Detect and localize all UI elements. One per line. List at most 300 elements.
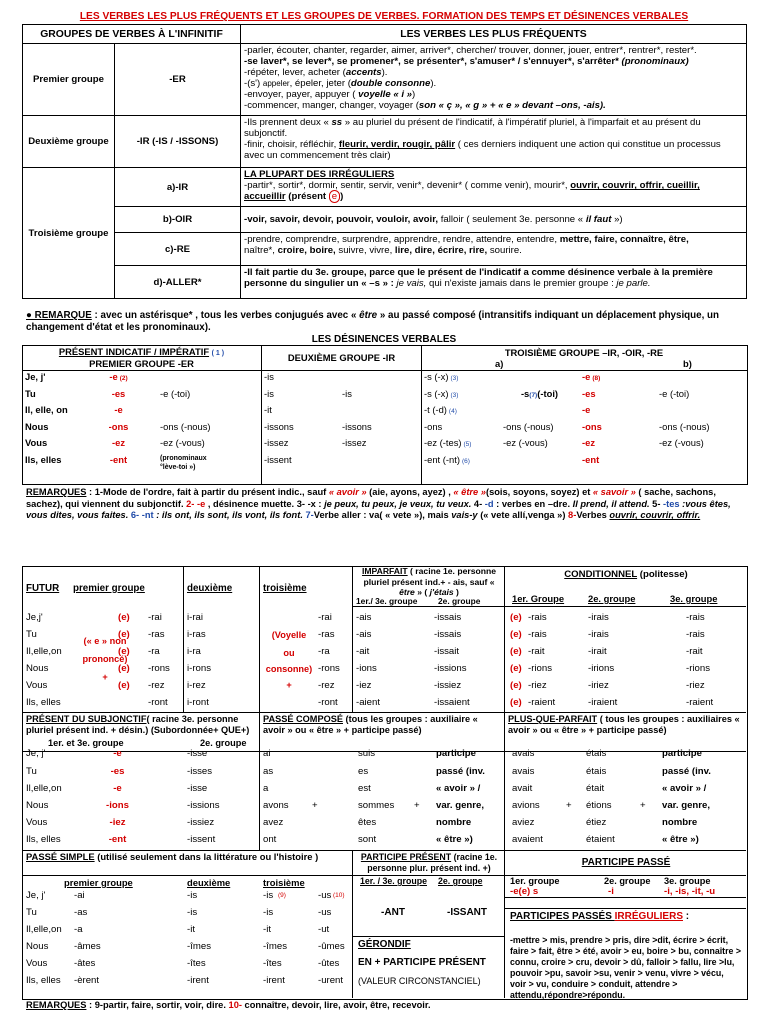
- tense-text: avez: [263, 817, 284, 828]
- ending-cell: -ent (-nt) (6): [424, 453, 470, 465]
- endings-row: [22, 388, 747, 405]
- tense-text: -ûtes: [318, 958, 340, 969]
- first-group-label: Premier groupe: [23, 44, 115, 116]
- tense-text: -i, -is, -it, -u: [664, 886, 716, 897]
- ending-cell: -s (-x) (3): [424, 371, 459, 382]
- tense-text: -riez: [686, 680, 705, 691]
- third-group-ir: a)-IR: [115, 168, 241, 207]
- tense-text: Il,elle,on: [26, 783, 62, 794]
- tense-text: (e): [510, 697, 522, 708]
- ending-cell: Nous: [25, 420, 49, 432]
- ending-cell: -ez (-vous): [160, 437, 205, 448]
- ending-cell: -ent: [109, 453, 128, 465]
- third-a-label: a): [495, 358, 504, 369]
- tense-text: -iez: [109, 817, 126, 828]
- tense-text: (e): [118, 663, 130, 674]
- tense-text: -issaient: [434, 697, 470, 708]
- tense-text: (e): [118, 612, 130, 623]
- ending-cell: [656, 404, 747, 421]
- tense-text: -e(e) s: [510, 886, 539, 897]
- tense-text: avaient: [512, 834, 543, 845]
- tense-text: êtes: [358, 817, 377, 828]
- tense-text: PASSÉ COMPOSÉ (tous les groupes : auxiliaire « avoir » ou « être » + participe passé): [263, 714, 478, 735]
- tense-text: PASSÉ SIMPLE (utilisé seulement dans la littérature ou l'histoire ): [26, 851, 319, 862]
- tense-text: ou: [283, 648, 295, 658]
- tense-text: i-rons: [187, 663, 211, 674]
- tense-text: -ront: [318, 697, 338, 708]
- tense-text: sommes: [358, 800, 395, 811]
- tense-text: deuxième: [187, 877, 231, 888]
- ending-cell: -ons (-nous): [503, 420, 554, 432]
- tense-text: -ut: [318, 924, 330, 935]
- tense-text: participe: [662, 748, 702, 759]
- tense-text: 1er. Groupe: [512, 593, 565, 604]
- ending-cell: -issent: [264, 453, 292, 465]
- tense-text: (« e » non: [83, 636, 127, 646]
- ending-cell: Il, elle, on: [25, 404, 68, 415]
- tense-text: (9): [278, 892, 286, 899]
- tense-text: -âmes: [74, 941, 101, 952]
- grid-line: [259, 712, 260, 850]
- tense-text: 3e. groupe: [664, 876, 711, 886]
- tense-text: (10): [333, 892, 345, 899]
- ending-cell: -issons: [264, 420, 294, 432]
- ending-cell: -e (-toi): [659, 387, 690, 399]
- tense-text: (e): [118, 646, 130, 657]
- tense-text: -èrent: [74, 975, 100, 986]
- ending-cell: -ez: [582, 437, 596, 448]
- ending-cell: [500, 371, 579, 388]
- tense-text: -aient: [356, 697, 380, 708]
- ending-cell: [339, 404, 421, 421]
- tense-text: est: [358, 783, 371, 794]
- tense-text: -rez: [318, 680, 335, 691]
- tense-text: GÉRONDIF: [358, 939, 411, 950]
- tense-text: -issions: [187, 800, 220, 811]
- third-group-ir-verbs: LA PLUPART DES IRRÉGULIERS -partir*, sortir*, dormir, sentir, servir, venir*, devenir* ( comme venir), mourir*, ouvrir, couvrir, offrir, cueillir, accueillir (présent e ): [241, 168, 747, 207]
- ending-cell: [500, 404, 579, 421]
- tense-text: -ait: [356, 646, 370, 657]
- tense-text: var. genre,: [436, 800, 484, 811]
- remarks-footer: REMARQUES : 9-partir, faire, sortir, voir, dire. 10- connaître, devoir, lire, avoir, être, recevoir.: [26, 1000, 431, 1010]
- tense-text: « être »): [436, 834, 473, 845]
- tense-text: -rait: [528, 646, 545, 657]
- tense-text: var. genre,: [662, 800, 710, 811]
- page-title: LES VERBES LES PLUS FRÉQUENTS ET LES GROUPES DE VERBES. FORMATION DES TEMPS ET DÉSINENCES VERBALES: [79, 11, 689, 22]
- ending-cell: -s(7)(-toi): [520, 387, 559, 399]
- tense-text: -issent: [187, 834, 216, 845]
- tense-text: (e): [118, 680, 130, 691]
- tense-text: PARTICIPE PRÉSENT (racine 1e. personne plur. présent ind. +): [360, 852, 498, 873]
- tense-text: (e): [510, 646, 522, 657]
- grid-line: [504, 606, 746, 607]
- tense-text: -issais: [434, 629, 462, 640]
- tense-text: -ais: [356, 629, 372, 640]
- tense-text: i-ront: [187, 697, 209, 708]
- remark-asterisk: ● REMARQUE : avec un astérisque* , tous les verbes conjugués avec « être » au passé composé (intransitifs indiquant un déplacement physique, un changement d'état et les pronominaux).: [26, 310, 720, 333]
- tense-text: 1er./ 3e. groupe: [356, 596, 418, 606]
- tense-text: Je, j': [26, 748, 46, 759]
- tense-text: -ras: [148, 629, 165, 640]
- tense-text: Tu: [26, 907, 37, 918]
- first-group-verbs: -parler, écouter, chanter, regarder, aimer, arriver*, chercher/ trouver, donner, jouer, entrer*, rentrer*, rester*. -se laver*, se lever*, se promener*, se présenter*, s'amuser* / s'ennuyer*, s'arrêter* (pronominaux) -répéter, lever, acheter (accents). -(s') appeler, épeler, jeter (double consonne). -envoyer, payer, appuyer ( voyelle « i ») -commencer, manger, changer, voyager (son « ç », « g » + « e » devant –ons, -ais).: [241, 44, 747, 116]
- grid-line: [22, 751, 259, 752]
- tense-text: prononcé): [82, 654, 128, 664]
- tense-text: ai: [263, 748, 271, 759]
- tense-text: -ions: [356, 663, 377, 674]
- tense-text: -isse: [187, 748, 208, 759]
- tense-text: -issions: [434, 663, 467, 674]
- tense-text: 2e. groupe: [200, 738, 247, 748]
- ending-cell: Tu: [25, 387, 36, 399]
- tense-text: -ions: [106, 800, 129, 811]
- tense-text: -ûmes: [318, 941, 345, 952]
- tense-text: suis: [358, 748, 376, 759]
- tense-text: nombre: [662, 817, 698, 828]
- tense-text: avions: [512, 800, 540, 811]
- tense-text: était: [586, 783, 605, 794]
- tense-text: -rai: [318, 612, 332, 623]
- tense-text: Nous: [26, 941, 49, 952]
- tense-text: PRÉSENT DU SUBJONCTIF( racine 3e. personne pluriel présent ind. + désin.) (Subordonnée+ QUE+): [26, 714, 250, 735]
- grid-line: [22, 712, 746, 713]
- ending-cell: -es: [582, 387, 596, 399]
- tense-text: -issais: [434, 612, 462, 623]
- tense-text: CONDITIONNEL (politesse): [564, 569, 688, 580]
- tense-text: +: [566, 800, 572, 811]
- ending-cell: -s (-x) (3): [424, 387, 459, 399]
- tense-text: +: [286, 680, 292, 690]
- tense-text: EN + PARTICIPE PRÉSENT: [358, 957, 486, 968]
- tense-text: Il,elle,on: [26, 924, 62, 935]
- tense-text: Vous: [26, 817, 48, 828]
- ending-cell: -ez (-vous): [659, 437, 704, 448]
- tense-text: (e): [510, 663, 522, 674]
- tense-text: as: [263, 766, 274, 777]
- tense-text: +: [312, 800, 318, 811]
- tense-text: avait: [512, 783, 533, 794]
- tense-text: aviez: [512, 817, 535, 828]
- tense-text: -ras: [318, 629, 335, 640]
- tense-text: -ent: [108, 834, 127, 845]
- tense-text: -rais: [686, 629, 705, 640]
- tense-text: -i: [608, 886, 614, 897]
- tense-text: avons: [263, 800, 289, 811]
- tense-text: deuxième: [187, 583, 233, 594]
- tense-text: étiez: [586, 817, 607, 828]
- third-group-oir: b)-OIR: [115, 207, 241, 233]
- tense-text: -is: [187, 890, 198, 901]
- ending-cell: [656, 454, 747, 472]
- third-group-aller: d)-ALLER*: [115, 266, 241, 299]
- ending-cell: -issons: [342, 420, 372, 432]
- ending-cell: -e: [114, 404, 123, 415]
- tense-text: -rai: [148, 612, 162, 623]
- tense-text: (VALEUR CIRCONSTANCIEL): [358, 976, 481, 986]
- ending-cell: Je, j': [25, 371, 46, 382]
- endings-title: LES DÉSINENCES VERBALES: [311, 334, 457, 345]
- tense-text: a: [263, 783, 269, 794]
- ending-cell: Vous: [25, 437, 48, 448]
- tense-text: (e): [510, 680, 522, 691]
- endings-row: [22, 454, 747, 472]
- third-group-re: c)-RE: [115, 233, 241, 266]
- tense-text: -ra: [318, 646, 330, 657]
- endings-row: [22, 371, 747, 388]
- tense-text: -us: [318, 890, 332, 901]
- tense-text: -iraient: [588, 697, 618, 708]
- tense-text: 3e. groupe: [670, 593, 718, 604]
- third-b-label: b): [683, 358, 692, 369]
- tense-text: -rais: [528, 629, 547, 640]
- endings-table: [22, 371, 747, 472]
- tense-text: premier groupe: [73, 583, 145, 594]
- tense-text: -rions: [528, 663, 552, 674]
- tense-text: -issait: [434, 646, 460, 657]
- ending-cell: -ons (-nous): [160, 420, 211, 432]
- third-group-oir-verbs: -voir, savoir, devoir, pouvoir, vouloir, avoir, falloir ( seulement 3e. personne « il faut »): [241, 207, 747, 233]
- tense-text: -îmes: [263, 941, 287, 952]
- tense-text: -es: [110, 766, 125, 777]
- tense-text: (Voyelle: [271, 630, 307, 640]
- tense-text: -ai: [74, 890, 85, 901]
- tense-text: avais: [512, 766, 535, 777]
- tense-text: 1er. / 3e. groupe: [360, 876, 427, 886]
- tense-text: -irais: [588, 629, 609, 640]
- tense-text: Vous: [26, 958, 48, 969]
- present-header: PRÉSENT INDICATIF / IMPÉRATIF ( 1 ) PREMIER GROUPE -ER: [58, 346, 225, 369]
- ending-cell: -e (8): [582, 371, 601, 382]
- ending-cell: [500, 454, 579, 472]
- ending-cell: [157, 404, 261, 421]
- tense-text: (e): [118, 629, 130, 640]
- tense-text: -mettre > mis, prendre > pris, dire >dit, écrire > écrit, faire > fait, être > été, avoir > eu, boire > bu, connaître > connu, croire > cru, devoir > dû, falloir > fallu, lire >lu, pouvoir >pu, savoir >su, venir > venu, vivre > vécu, voir > vu, conduire > conduit, attendre > attendu,répondre>répondu.: [510, 935, 742, 1000]
- tense-text: « avoir » /: [662, 783, 707, 794]
- ending-cell: -e (-toi): [160, 387, 191, 399]
- tense-text: nombre: [436, 817, 472, 828]
- ending-cell: -es: [111, 387, 126, 399]
- groups-header: GROUPES DE VERBES À L'INFINITIF: [23, 25, 241, 44]
- tense-text: -rions: [686, 663, 710, 674]
- tense-text: +: [102, 672, 108, 682]
- tense-text: -ISSANT: [447, 907, 487, 918]
- tense-text: Ils, elles: [26, 697, 61, 708]
- tense-text: -iez: [356, 680, 372, 691]
- tense-text: -rez: [148, 680, 165, 691]
- grid-line: [504, 897, 746, 898]
- endings-row: [22, 421, 747, 438]
- tense-text: Je, j': [26, 890, 46, 901]
- tense-text: -rons: [148, 663, 170, 674]
- tense-text: -rons: [318, 663, 340, 674]
- ending-cell: -ez (-vous): [503, 437, 548, 448]
- tense-text: troisième: [263, 877, 305, 888]
- tense-text: i-ras: [187, 629, 206, 640]
- tense-text: es: [358, 766, 369, 777]
- tense-text: -isse: [187, 783, 208, 794]
- tense-text: i-ra: [187, 646, 201, 657]
- tense-text: PARTICIPES PASSÉS IRRÉGULIERS :: [510, 911, 690, 922]
- verb-groups-table: [22, 24, 747, 299]
- tense-text: Il,elle,on: [26, 646, 62, 657]
- tense-text: -irais: [588, 612, 609, 623]
- tense-text: FUTUR: [26, 583, 60, 594]
- ending-cell: -ons: [108, 420, 129, 432]
- grid-line: [352, 850, 353, 998]
- tense-text: Nous: [26, 663, 49, 674]
- tense-text: Vous: [26, 680, 48, 691]
- tense-text: i-rez: [187, 680, 206, 691]
- tense-text: passé (inv.: [436, 766, 485, 777]
- tense-text: « être »): [662, 834, 699, 845]
- ending-cell: Ils, elles: [25, 453, 62, 465]
- ending-cell: [656, 371, 747, 388]
- tense-text: -raient: [686, 697, 714, 708]
- tense-text: 2e. groupe: [588, 593, 636, 604]
- tense-text: 1er. et 3e. groupe: [48, 738, 124, 748]
- first-group-ending: -ER: [115, 44, 241, 116]
- ending-cell: -is: [342, 387, 352, 399]
- tense-text: passé (inv.: [662, 766, 711, 777]
- tense-text: avais: [512, 748, 535, 759]
- endings-row: [22, 437, 747, 454]
- grid-line: [183, 566, 184, 712]
- tense-text: 1er. groupe: [510, 876, 560, 886]
- tense-text: -ais: [356, 612, 372, 623]
- grid-line: [352, 566, 353, 712]
- tense-text: -îtes: [187, 958, 206, 969]
- tense-text: -ANT: [381, 907, 405, 918]
- tense-text: -âtes: [74, 958, 96, 969]
- ending-cell: -ons: [424, 420, 443, 432]
- ending-cell: (pronominaux °lève-toi »): [160, 454, 207, 471]
- ending-cell: [157, 371, 261, 388]
- ending-cell: -e: [582, 404, 591, 415]
- grid-line: [504, 566, 505, 712]
- tense-text: -riez: [528, 680, 547, 691]
- tense-text: -issiez: [434, 680, 462, 691]
- tense-text: -e: [113, 748, 122, 759]
- tense-text: i-rai: [187, 612, 203, 623]
- tense-text: -urent: [318, 975, 344, 986]
- tense-text: sont: [358, 834, 377, 845]
- second-group-endings-header: DEUXIÈME GROUPE -IR: [287, 352, 396, 363]
- tense-text: -is: [263, 907, 274, 918]
- ending-cell: -issez: [264, 437, 289, 448]
- tense-text: 2e. groupe: [438, 876, 483, 886]
- second-group-verbs: -Ils prennent deux « ss » au pluriel du présent de l'indicatif, à l'impératif pluriel, à l'imparfait et au présent du subjonctif. -finir, choisir, réfléchir, fleurir, verdir, rougir, pâlir ( ces derniers indiquent une action qui constitue un processus avec un commencement très clair): [241, 116, 747, 168]
- tense-text: Nous: [26, 800, 49, 811]
- tense-text: étais: [586, 748, 607, 759]
- tense-text: -îmes: [187, 941, 211, 952]
- tense-text: IMPARFAIT ( racine 1e. personne pluriel présent ind.+ - ais, sauf « être » ( j'étais ): [361, 566, 497, 597]
- ending-cell: -e (2): [109, 371, 128, 382]
- tense-text: PARTICIPE PASSÉ: [581, 857, 671, 868]
- tense-text: étais: [586, 766, 607, 777]
- tense-text: Tu: [26, 629, 37, 640]
- tense-text: Ils, elles: [26, 975, 61, 986]
- ending-cell: -ez (-tes) (5): [424, 437, 472, 448]
- grid-line: [504, 751, 746, 752]
- tense-text: ont: [263, 834, 277, 845]
- ending-cell: -it: [264, 404, 272, 415]
- ending-cell: [339, 371, 421, 388]
- third-group-re-verbs: -prendre, comprendre, surprendre, apprendre, rendre, attendre, entendre, mettre, faire, connaître, être, naître*, croire, boire, suivre, vivre, lire, dire, écrire, rire, sourire.: [241, 233, 747, 266]
- tense-text: -irions: [588, 663, 615, 674]
- ending-cell: -issez: [342, 437, 367, 448]
- grid-line: [504, 712, 505, 850]
- tense-text: participe: [436, 748, 476, 759]
- tense-text: -ra: [148, 646, 160, 657]
- tense-text: troisième: [263, 583, 307, 594]
- tense-text: -raient: [528, 697, 556, 708]
- grid-line: [352, 936, 504, 937]
- grid-line: [504, 908, 746, 909]
- ending-cell: -ent: [582, 453, 600, 465]
- tense-text: PLUS-QUE-PARFAIT ( tous les groupes : auxiliaires « avoir » ou « être » + participe passé): [508, 714, 740, 735]
- tense-text: -issiez: [187, 817, 215, 828]
- grid-line: [504, 850, 505, 998]
- tense-text: -as: [74, 907, 88, 918]
- tense-text: -irent: [187, 975, 209, 986]
- tense-text: « avoir » /: [436, 783, 481, 794]
- tense-text: étaient: [586, 834, 615, 845]
- tense-text: -rais: [528, 612, 547, 623]
- tense-text: étions: [586, 800, 612, 811]
- ending-cell: -is: [264, 387, 274, 399]
- ending-cell: -t (-d) (4): [424, 404, 457, 415]
- tense-text: Tu: [26, 766, 37, 777]
- tense-text: -irait: [588, 646, 607, 657]
- third-group-label: Troisième groupe: [23, 168, 115, 299]
- second-group-ending: -IR (-IS / -ISSONS): [115, 116, 241, 168]
- ending-cell: -ez: [111, 437, 126, 448]
- tense-text: -rais: [686, 612, 705, 623]
- tense-text: -is: [187, 907, 198, 918]
- tense-text: -iriez: [588, 680, 609, 691]
- tense-text: -îtes: [263, 958, 282, 969]
- tense-text: -us: [318, 907, 332, 918]
- tense-text: +: [640, 800, 646, 811]
- tense-text: -irent: [263, 975, 285, 986]
- endings-row: [22, 404, 747, 421]
- ending-cell: [339, 454, 421, 472]
- tense-text: Je,j': [26, 612, 43, 623]
- tense-text: (e): [510, 612, 522, 623]
- tense-text: +: [414, 800, 420, 811]
- third-group-endings-header: TROISIÈME GROUPE –IR, -OIR, -RE: [504, 347, 664, 358]
- tense-text: -isses: [187, 766, 213, 777]
- ending-cell: -ons (-nous): [659, 420, 710, 432]
- frequent-verbs-header: LES VERBES LES PLUS FRÉQUENTS: [241, 25, 747, 44]
- remarks-endings: REMARQUES : 1-Mode de l'ordre, fait à partir du présent indic., sauf « avoir » (aie, ayons, ayez) , « être »(sois, soyons, soyez) et « savoir » ( sache, sachons, sachez), qui viennent du subjonctif. 2- -e , désinence muette. 3- -x : je peux, tu peux, je veux, tu veux. 4- -d : verbes en –dre. Il prend, il attend. 5- -tes :vous êtes, vous dites, vous faites. 6- -nt : ils ont, ils sont, ils vont, ils font. 7-Verbe aller : va( « vete »), mais vais-y (« vete allí,venga ») 8-Verbes ouvrir, couvrir, offrir.: [26, 487, 731, 520]
- second-group-label: Deuxième groupe: [23, 116, 115, 168]
- tense-text: -rait: [686, 646, 703, 657]
- tense-text: premier groupe: [64, 877, 133, 888]
- third-group-aller-text: -Il fait partie du 3e. groupe, parce que le présent de l'indicatif a comme désinence verbale à la première personne du singulier un « –s » : je vais, qui n'existe jamais dans le premier groupe : je parle.: [241, 266, 747, 299]
- tense-text: -is: [263, 890, 274, 901]
- ending-cell: -is: [264, 371, 274, 382]
- tense-text: Ils, elles: [26, 834, 61, 845]
- grid-line: [22, 875, 352, 876]
- tense-text: (e): [510, 629, 522, 640]
- grid-line: [259, 566, 260, 712]
- tense-text: 2e. groupe: [438, 596, 481, 606]
- ending-cell: -ons: [582, 420, 602, 432]
- tense-text: -e: [113, 783, 122, 794]
- tense-text: -it: [263, 924, 271, 935]
- tense-text: -ront: [148, 697, 168, 708]
